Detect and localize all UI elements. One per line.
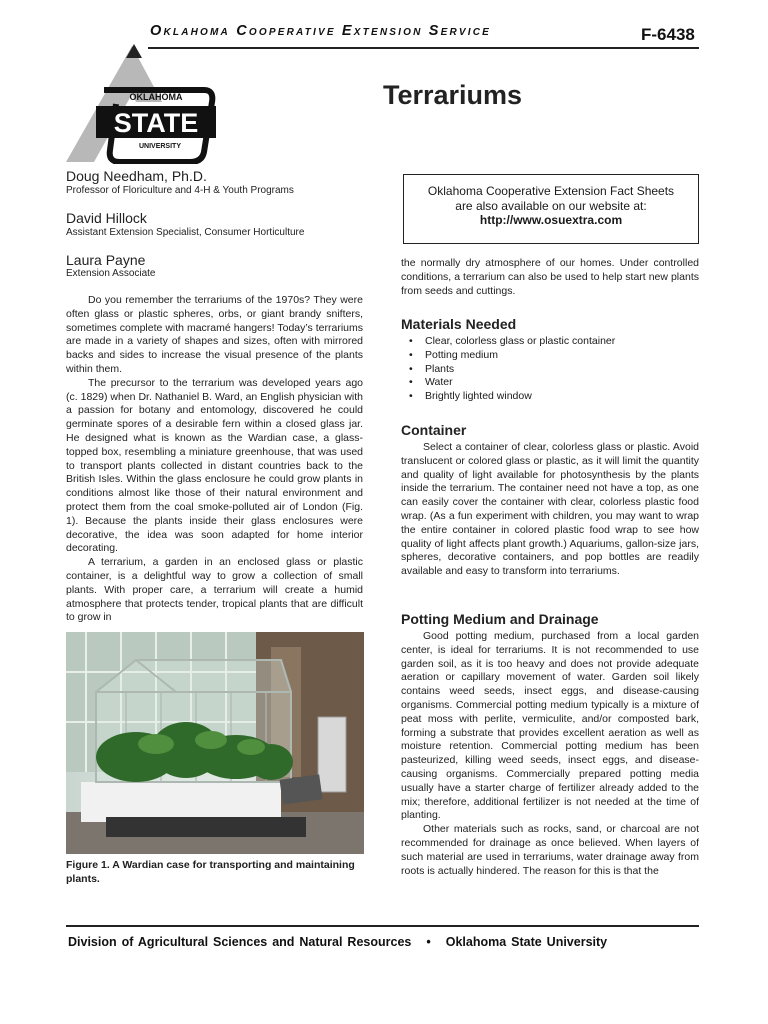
footer-division: Division of Agricultural Sciences and Natural Resources (68, 935, 412, 949)
continued-paragraph: the normally dry atmosphere of our homes. Under controlled conditions, a terrarium can also be used to help start new plants from seeds and cuttings. (401, 257, 699, 297)
website-link[interactable]: http://www.osuextra.com (479, 213, 623, 227)
terrarium-definition-paragraph: A terrarium, a garden in an enclosed glass or plastic container, is a delightful way to grow a collection of small plants. With proper care, a terrarium will create a humid atmosphere that protects tender, tropical plants that are difficult to grow in (66, 556, 363, 624)
list-item: • Plants (401, 363, 699, 377)
fact-sheet-code: F-6438 (641, 25, 695, 44)
container-paragraph: Select a container of clear, colorless glass or plastic. Avoid translucent or colored glass or plastic, as it will limit the quantity and quality of light available for photosynthesis by the plants inside the terrarium. The container need not have a top, as one can easily cover the container with clear, colorless plastic food wrap. (As a fun experiment with children, you may want to wrap the entire container in colored plastic food wrap to see how quality of light affects plant growth.) Aquariums, gallon-size jars, spheres, decorative containers, and pop bottles are readily available and easy to transform into terrariums. (401, 441, 699, 578)
materials-heading: Materials Needed (401, 316, 517, 332)
author-name: Laura Payne (66, 252, 146, 268)
author-role: Extension Associate (66, 268, 156, 279)
container-section (401, 441, 699, 579)
logo-text-oklahoma: OKLAHOMA (129, 92, 183, 102)
series-title: Oklahoma Cooperative Extension Service (150, 23, 492, 39)
logo-text-state: STATE (113, 108, 199, 138)
page-title: Terrariums (383, 80, 523, 110)
infobox-line: Oklahoma Cooperative Extension Fact Sheets (427, 184, 675, 198)
list-item: • Water (401, 376, 699, 390)
drainage-paragraph: Other materials such as rocks, sand, or charcoal are not recommended for drainage as once believed. When layers of such material are used in terrariums, water drainage away from roots is actually hindered. The reason for this is that the (401, 823, 699, 877)
materials-list (401, 335, 699, 404)
website-infobox (403, 174, 699, 244)
author-role: Professor of Floriculture and 4-H & Youth Programs (66, 185, 294, 196)
wardian-case-photo (66, 632, 364, 854)
author-role: Assistant Extension Specialist, Consumer Horticulture (66, 227, 305, 238)
potting-paragraph: Good potting medium, purchased from a local garden center, is ideal for terrariums. It is not recommended to use garden soil, as it is too heavy and does not provide adequate aeration or capillary movement of water. Garden soil likely contains weed seeds, insect eggs, and disease-causing organisms. Commercial potting medium typically is a mixture of peat moss with perlite, vermiculite, and/or composted bark, forming a substrate that provides excellent aeration as well as moisture retention. Commercial potting medium has been pasteurized, killing weed seeds, insect eggs, and disease-causing organisms. Commercially prepared potting media usually have a starter charge of fertilizer already added to the mix; therefore, additional fertilizer is not needed at the time of planting. (401, 630, 699, 822)
left-column-text (66, 294, 363, 625)
author-name: David Hillock (66, 210, 147, 226)
author-name: Doug Needham, Ph.D. (66, 168, 207, 184)
container-heading: Container (401, 422, 467, 438)
header-rule (148, 47, 699, 49)
footer-rule (66, 925, 699, 927)
infobox-line: are also available on our website at: (455, 198, 647, 213)
list-item: • Brightly lighted window (401, 390, 699, 404)
potting-heading: Potting Medium and Drainage (401, 611, 599, 627)
list-item: • Potting medium (401, 349, 699, 363)
list-item: • Clear, colorless glass or plastic container (401, 335, 699, 349)
osu-logo (64, 44, 220, 164)
footer (68, 935, 701, 949)
figure-caption: Figure 1. A Wardian case for transporting and maintaining plants. (66, 859, 355, 885)
history-paragraph: The precursor to the terrarium was developed years ago (c. 1829) when Dr. Nathaniel B. Ward, an English physician with a passion for botany and entomology, discovered he could germinate spores of a desirable fern within a closed glass jar. He designed what is known as the Wardian case, a glass-topped box, resembling a miniature greenhouse, that was used to transport plants collected in distant countries back to the British Isles. Within the glass enclosure he could grow plants in conditions almost like those of their natural environment and protect them from the coal smoke-polluted air of London (Fig. 1). Because the plants inside their glass enclosures were decorative, the idea was soon adapted for home interior decorating. (66, 376, 363, 555)
footer-university: Oklahoma State University (445, 935, 608, 949)
intro-paragraph: Do you remember the terrariums of the 1970s? They were often glass or plastic spheres, orbs, or giant brandy snifters, sometimes complete with macramé hangers! Today’s terrariums are made in a variety of shapes and sizes, often with mirrored backs and sides to increase the visual presence of the plants within them. (66, 294, 363, 375)
potting-section (401, 630, 699, 878)
footer-separator: • (426, 935, 431, 949)
logo-text-university: UNIVERSITY (138, 143, 182, 150)
